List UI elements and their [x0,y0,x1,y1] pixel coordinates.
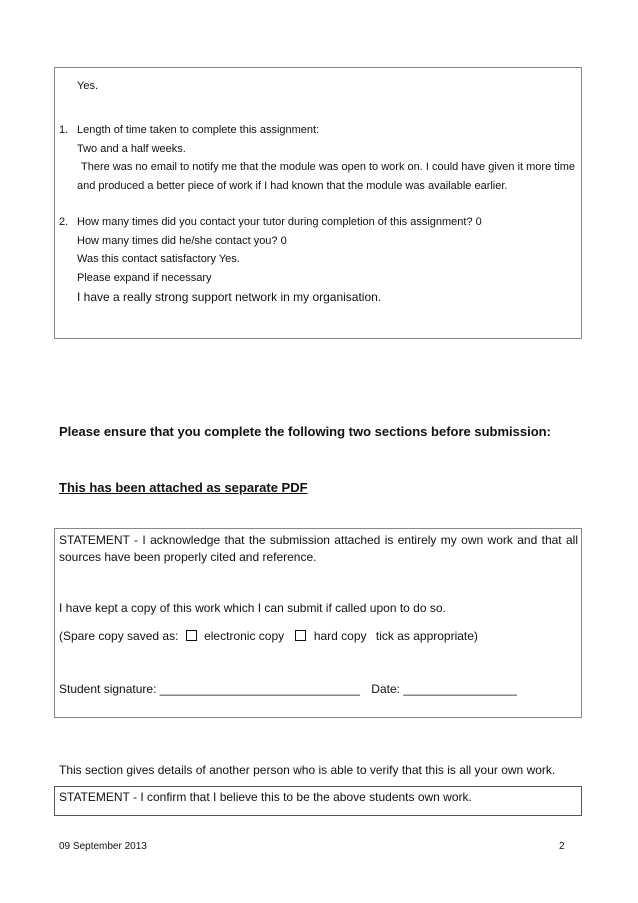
q1-comment-line1: There was no email to notify me that the module was open to work on. I could have given it more time [81,161,576,173]
page-number: 2 [559,841,565,852]
hard-copy-checkbox[interactable] [295,630,306,641]
q2-question-d: Please expand if necessary [77,272,212,284]
electronic-copy-checkbox[interactable] [186,630,197,641]
footer-date: 09 September 2013 [59,841,147,852]
q2-question-b: How many times did he/she contact you? 0 [77,235,287,247]
signature-row [59,682,517,696]
q2-answer: I have a really strong support network in my organisation. [77,290,382,304]
instruction-heading: Please ensure that you complete the following two sections before submission: [59,424,551,439]
spare-copy-row [59,629,478,643]
q1-comment-line2: and produced a better piece of work if I had known that the module was available earlier. [77,180,508,192]
signature-field[interactable]: Student signature: ______________________________ [59,682,360,696]
statement-line2: sources have been properly cited and reference. [59,550,317,564]
q2-number: 2. [59,216,69,228]
spare-prefix: (Spare copy saved as: [59,629,179,643]
q1-number: 1. [59,124,69,136]
attached-note: This has been attached as separate PDF [59,480,308,495]
copy-line: I have kept a copy of this work which I can submit if called upon to do so. [59,601,446,615]
electronic-copy-label: electronic copy [204,629,285,643]
q1-answer: Two and a half weeks. [77,143,186,155]
verify-statement: STATEMENT - I confirm that I believe this to be the above students own work. [59,790,472,804]
statement-line1: STATEMENT - I acknowledge that the submission attached is entirely my own work and that all [59,533,578,547]
date-field[interactable]: Date: _________________ [371,682,517,696]
hard-copy-label: hard copy [313,629,367,643]
verify-intro: This section gives details of another person who is able to verify that this is all your own work. [59,763,556,777]
q2-question-c: Was this contact satisfactory Yes. [77,253,240,265]
tick-note: tick as appropriate) [375,629,478,643]
answer-yes: Yes. [77,80,99,92]
q2-question: How many times did you contact your tutor during completion of this assignment? 0 [77,216,482,228]
q1-question: Length of time taken to complete this assignment: [77,124,320,136]
